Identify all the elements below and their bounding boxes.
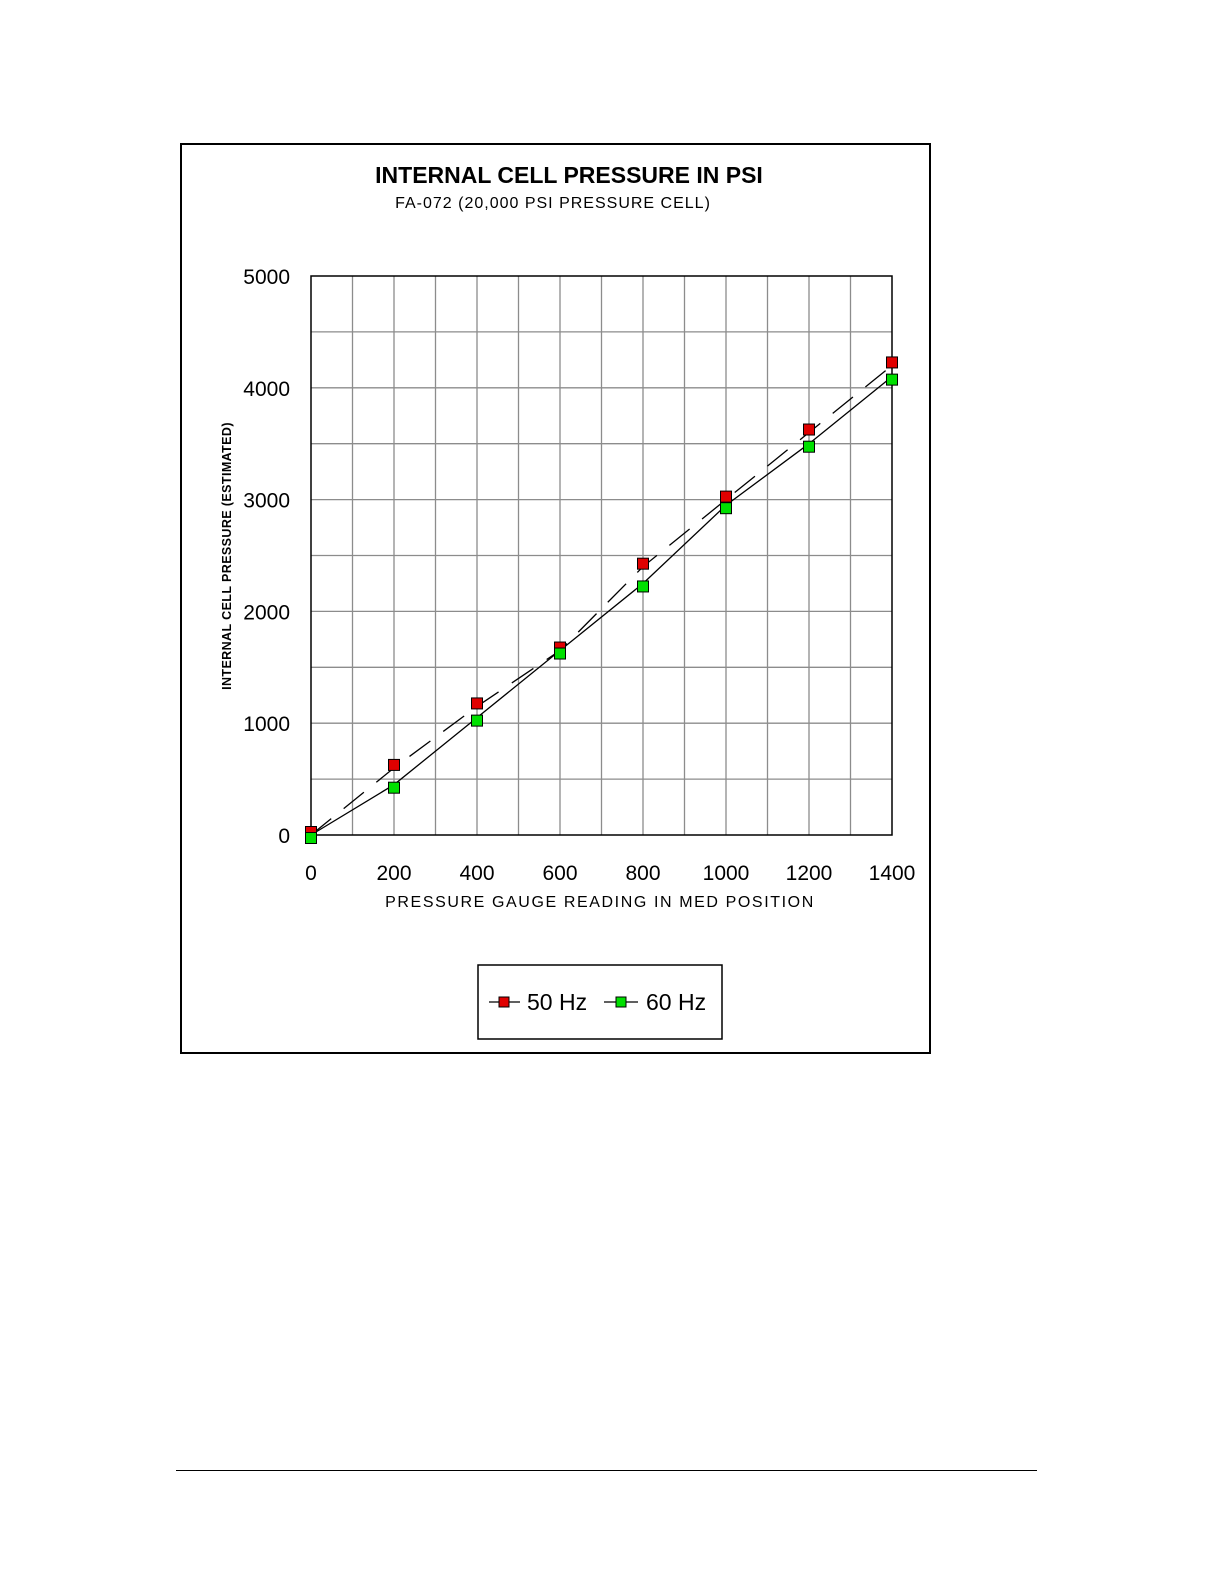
footer-rule (176, 1470, 1037, 1471)
data-point-50hz (638, 558, 649, 569)
data-point-60hz (804, 441, 815, 452)
y-tick-label: 1000 (243, 713, 290, 737)
legend-label-50hz: 50 Hz (527, 989, 588, 1015)
x-tick-label: 800 (625, 862, 661, 885)
x-tick-label: 1000 (702, 862, 750, 885)
data-point-60hz (306, 833, 317, 844)
chart-title: INTERNAL CELL PRESSURE IN PSI (375, 162, 763, 188)
data-point-50hz (472, 698, 483, 709)
x-axis-label: PRESSURE GAUGE READING IN MED POSITION (385, 894, 815, 911)
x-tick-label: 400 (459, 862, 495, 885)
legend (478, 965, 722, 1039)
data-point-60hz (472, 715, 483, 726)
data-point-50hz (721, 491, 732, 502)
data-point-50hz (887, 357, 898, 368)
y-tick-label: 3000 (243, 489, 290, 513)
data-point-60hz (887, 374, 898, 385)
chart-svg (182, 145, 929, 1052)
legend-marker-50hz (499, 997, 509, 1007)
x-tick-label: 1400 (868, 862, 916, 885)
legend-marker-60hz (616, 997, 626, 1007)
y-tick-label: 5000 (243, 266, 290, 289)
grid-layer (311, 276, 892, 835)
x-tick-label: 0 (305, 862, 317, 885)
y-tick-label: 0 (278, 825, 290, 848)
chart-subtitle: FA-072 (20,000 PSI PRESSURE CELL) (395, 195, 711, 212)
data-point-60hz (721, 503, 732, 514)
y-tick-label: 2000 (243, 601, 290, 625)
y-axis-label: INTERNAL CELL PRESSURE (ESTIMATED) (220, 422, 234, 690)
tick-layer (243, 266, 915, 885)
legend-label-60hz: 60 Hz (646, 989, 707, 1015)
y-tick-label: 4000 (243, 377, 290, 401)
data-point-50hz (804, 424, 815, 435)
x-tick-label: 600 (542, 862, 578, 885)
data-point-50hz (389, 759, 400, 770)
chart-frame (180, 143, 931, 1054)
data-point-60hz (389, 782, 400, 793)
data-point-60hz (638, 581, 649, 592)
x-tick-label: 200 (376, 862, 412, 885)
x-tick-label: 1200 (785, 862, 833, 885)
data-point-60hz (555, 648, 566, 659)
